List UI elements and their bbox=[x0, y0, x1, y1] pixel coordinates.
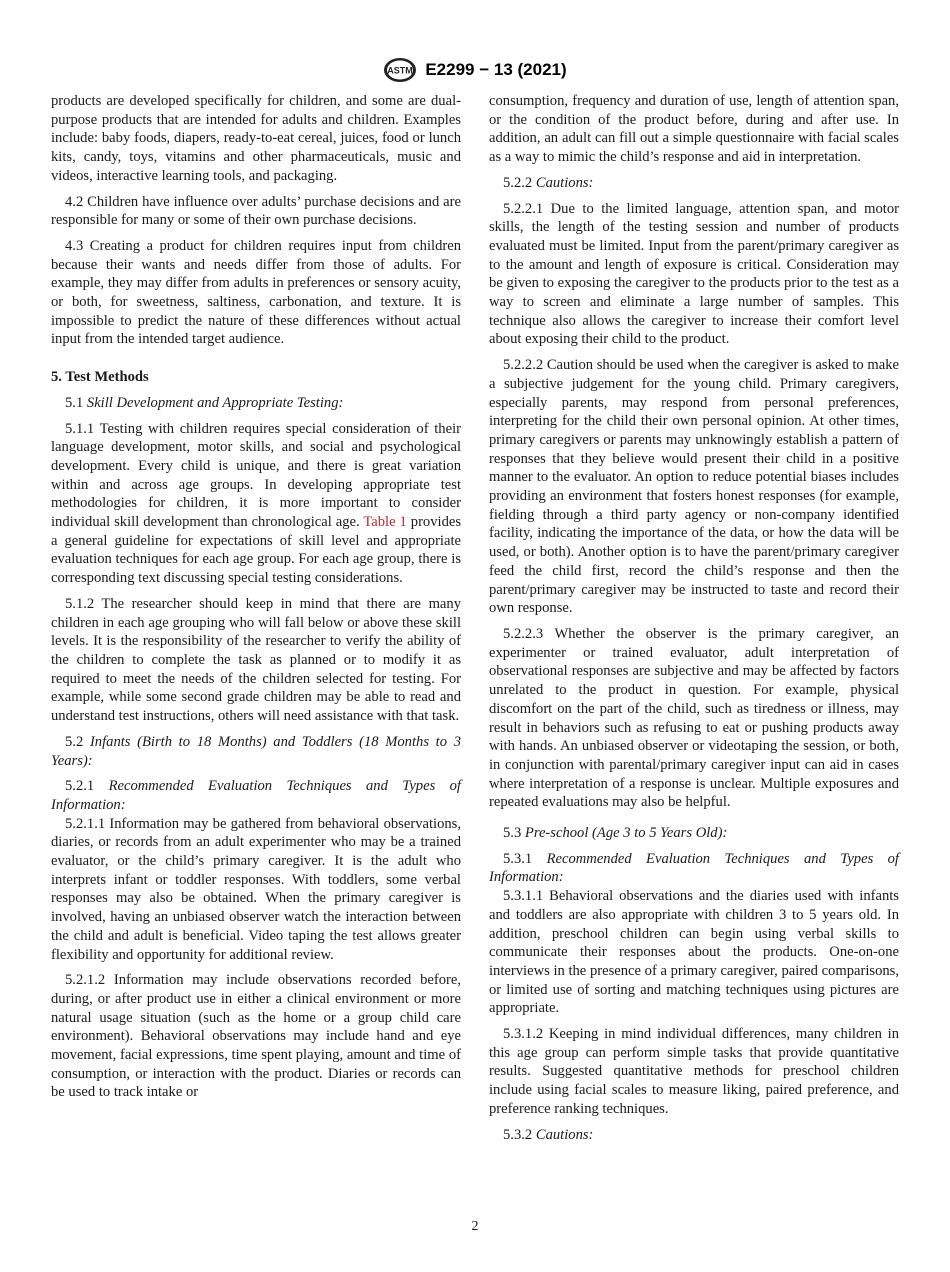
paragraph-5-2-1-2: 5.2.1.2 Information may include observations recorded before, during, or after product use in either a clinical environment or more natural usage situation (such as the home or a group child care environment). Behavioral observations may include hand and eye movement, facial expressions, time spent playing, amount and time of consumption, or interaction with the product. Diaries or records can be used to track intake or bbox=[51, 972, 461, 1101]
section-title: Pre-school (Age 3 to 5 Years Old): bbox=[524, 825, 728, 842]
paragraph-5-2-1 bbox=[51, 777, 461, 814]
section-number: 5.3.1 bbox=[503, 850, 533, 867]
paragraph-5-2 bbox=[51, 733, 461, 770]
paragraph-5-2-2-2: 5.2.2.2 Caution should be used when the caregiver is asked to make a subjective judgement for the young child. Primary caregivers, especially parents, may respond from personal preferences, interpreting for the child their own personal opinion. At other times, primary caregivers or parents may unknowingly establish a pattern of responses that they believe would present their child in a positive manner to the evaluator. An option to reduce potential biases includes providing an environment that fosters honest responses (for example, fielding through a third party agency or non-company identified facility, indicating the importance of the data, or how the data will be used, or both). Another option is to have the parent/primary caregiver feed the child first, record the child’s response and then the parent/primary caregiver may be instructed to taste and record their own response. bbox=[489, 357, 899, 617]
section-title: Recommended Evaluation Techniques and Types of Information: bbox=[51, 778, 461, 813]
paragraph-5-3-1-1: 5.3.1.1 Behavioral observations and the diaries used with infants and toddlers are also appropriate with children 3 to 5 years old. In addition, preschool children can begin using verbal skills to communicate their responses about the products. One-on-one interviews in the presence of a primary caregiver, paired comparisons, or limited use of sorting and matching techniques using pictures are appropriate. bbox=[489, 888, 899, 1017]
svg-text:ASTM: ASTM bbox=[387, 65, 414, 76]
paragraph-text: provides a general guideline for expectations of skill level and appropriate evaluation techniques for each age group. For each age group, there is corresponding text discussing special testing considerations. bbox=[51, 514, 462, 587]
paragraph-5-3-1-2: 5.3.1.2 Keeping in mind individual differences, many children in this age group can perform simple tasks that provide quantitative results. Suggested quantitative methods for preschool children include using facial scales to measure liking, paired preference, and preference ranking techniques. bbox=[489, 1026, 899, 1117]
section-number: 5.2.1 bbox=[65, 778, 95, 795]
section-title: Skill Development and Appropriate Testing: bbox=[86, 394, 344, 411]
section-number: 5.3.2 bbox=[503, 1126, 533, 1143]
section-title: Infants (Birth to 18 Months) and Toddlers (18 Months to 3 Years): bbox=[51, 733, 461, 769]
left-column bbox=[51, 92, 461, 1109]
paragraph-5-1 bbox=[51, 394, 461, 413]
paragraph-5-3-2 bbox=[489, 1126, 899, 1145]
section-title: Cautions: bbox=[535, 174, 594, 191]
paragraph-4-1-continued: products are developed specifically for children, and some are dual-purpose products that are intended for adults and children. Examples include: baby foods, diapers, ready-to-eat cereal, juices, food or lunch kits, candy, toys, vitamins and other pharmaceuticals, music and videos, interactive learning tools, and packaging. bbox=[51, 93, 461, 184]
paragraph-5-1-1 bbox=[51, 420, 461, 588]
section-number: 5.3 bbox=[503, 825, 522, 842]
section-title: Recommended Evaluation Techniques and Types of Information: bbox=[489, 850, 899, 886]
paragraph-5-1-2: 5.1.2 The researcher should keep in mind that there are many children in each age grouping who will fall below or above these skill levels. It is the responsibility of the researcher to verify the ability of the children to complete the task as planned or to modify it as required to meet the needs of the children selected for testing. For example, while some second grade children may be able to read and understand test instructions, others will need assistance with that task. bbox=[51, 595, 461, 725]
section-title: Cautions: bbox=[535, 1126, 594, 1143]
standard-designation: E2299 − 13 (2021) bbox=[425, 60, 567, 79]
paragraph-text: 5.1.1 Testing with children requires special consideration of their language development, motor skills, and social and psychological development. Every child is unique, and there is great variation within and across age groups. In developing appropriate test methodologies for children, it is more important to consider individual skill development than chronological age. bbox=[51, 420, 461, 531]
table-1-link[interactable]: Table 1 bbox=[363, 514, 407, 531]
right-column bbox=[489, 92, 899, 1151]
paragraph-5-2-2-3: 5.2.2.3 Whether the observer is the primary caregiver, an experimenter or trained evaluator, adult interpretation of observational responses are subjective and may be affected by factors unrelated to the product in question. For example, physical discomfort on the part of the child, such as tiredness or illness, may result in behaviors such as refusing to eat or pushing products away with hands. An unbiased observer or videotaping the session, or both, in conjunction with parental/primary caregiver input can aid in cases where interpretation of a response is unclear. Multiple exposures and repeated evaluations may also be helpful. bbox=[489, 625, 899, 811]
section-number: 5.2 bbox=[65, 733, 84, 750]
page-number: 2 bbox=[471, 1219, 479, 1234]
section-number: 5.2.2 bbox=[503, 174, 533, 191]
paragraph-4-3: 4.3 Creating a product for children requires input from children because their wants and needs differ from those of adults. For example, they may differ from adults in preferences or sensory acuity, or both, for sweetness, saltiness, carbonation, and texture. It is impossible to predict the nature of these differences without actual input from the intended target audience. bbox=[51, 237, 461, 348]
paragraph-5-2-1-2-continued: consumption, frequency and duration of use, length of attention span, or the condition of the product before, during and after use. In addition, an adult can fill out a simple questionnaire with facial scales as a way to mimic the child’s response and aid in interpretation. bbox=[489, 93, 899, 166]
paragraph-5-2-2-1: 5.2.2.1 Due to the limited language, attention span, and motor skills, the length of the testing session and number of products evaluated must be limited. Input from the parent/primary caregiver as to the amount and length of exposure is critical. Consideration may be given to exposing the caregiver to the products prior to the test as a way to screen and eliminate a large number of samples. This technique also allows the caregiver to increase their comfort level about exposing their child to the product. bbox=[489, 200, 899, 348]
paragraph-5-2-2 bbox=[489, 174, 899, 193]
paragraph-5-2-1-1: 5.2.1.1 Information may be gathered from behavioral observations, diaries, or records from an adult experimenter who may be a trained evaluator, or the child’s primary caregiver. It is the adult who interprets infant or toddler responses. With toddlers, some verbal responses may also be obtained. When the primary caregiver is involved, having an unbiased observer watch the interaction between the child and adult is beneficial. Video taping the test allows greater flexibility and opportunity for additional review. bbox=[51, 815, 461, 963]
page-header bbox=[0, 56, 950, 84]
astm-logo-icon bbox=[383, 57, 417, 83]
paragraph-5-3 bbox=[489, 824, 899, 843]
section-number: 5.1 bbox=[65, 394, 84, 411]
paragraph-5-3-1 bbox=[489, 850, 899, 887]
section-heading-test-methods: 5. Test Methods bbox=[51, 369, 149, 386]
paragraph-4-2: 4.2 Children have influence over adults’ purchase decisions and are responsible for many or some of their own purchase decisions. bbox=[51, 193, 461, 229]
